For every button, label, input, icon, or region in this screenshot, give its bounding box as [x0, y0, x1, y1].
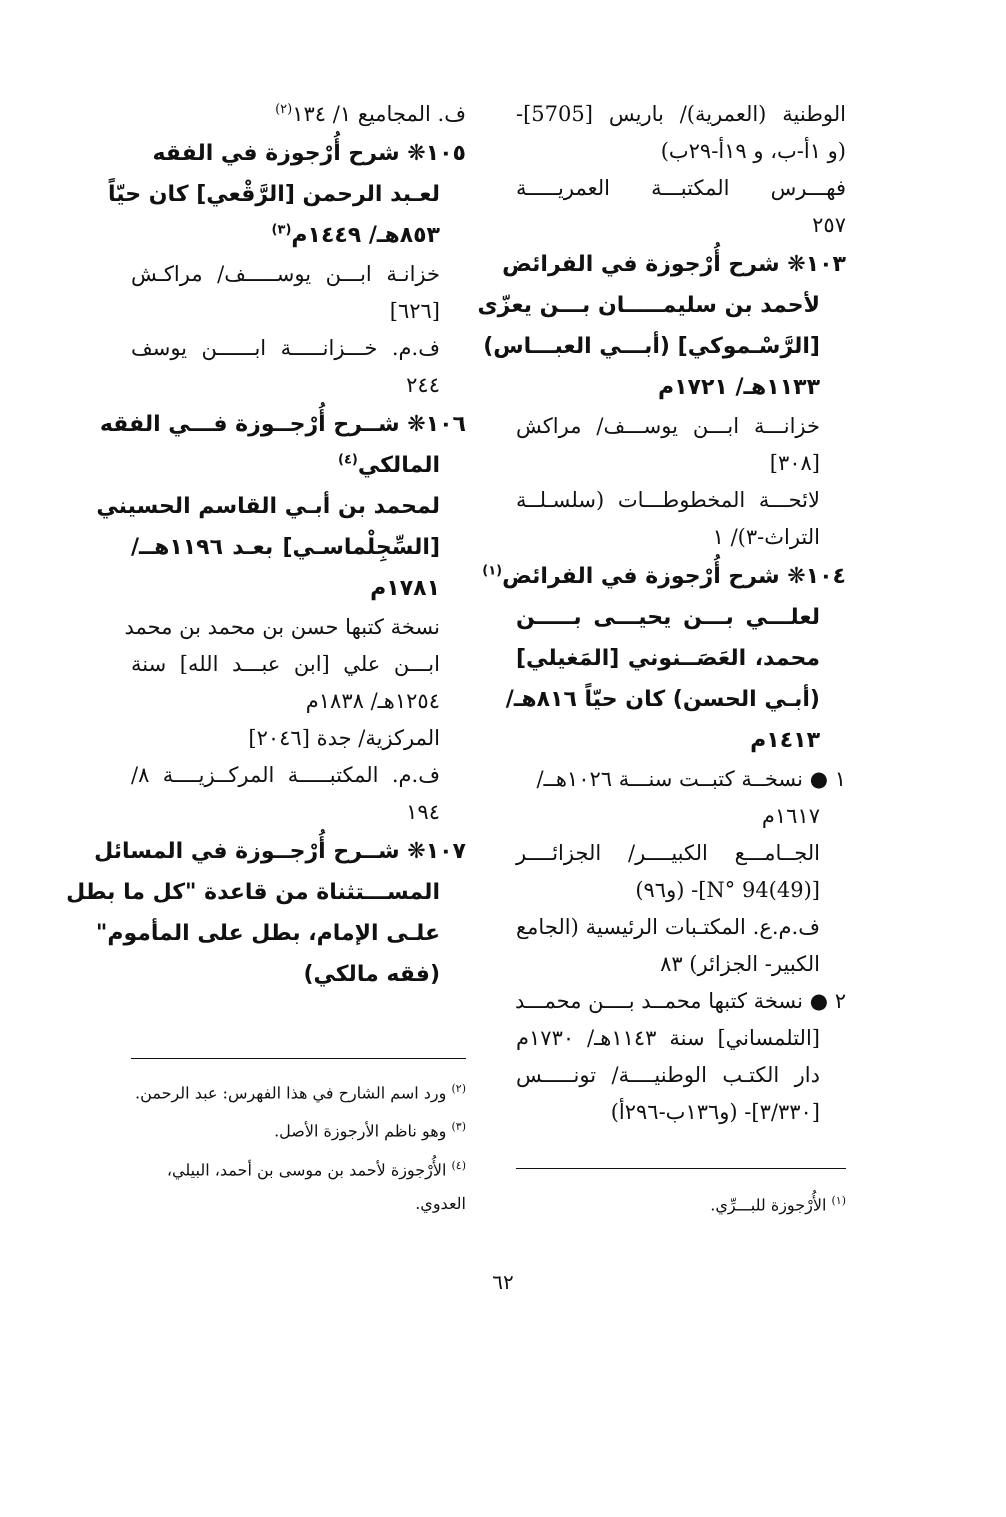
entry-heading-105 [131, 133, 466, 174]
footnote [131, 1072, 466, 1110]
footnote-text: العدوي. [415, 1193, 466, 1213]
footnote-text: وهو ناظم الأرجوزة الأصل. [274, 1121, 447, 1141]
entry-title-cont [131, 445, 466, 486]
entry-title: شرح أُرْجوزة في الفقه [152, 141, 400, 166]
text-line: الكبير- الجزائر) ٨٣ [660, 952, 820, 976]
manuscript-item-2 [516, 983, 846, 1020]
text-line: فهـــرس المكتبـــة العمريـــــة [516, 176, 846, 200]
left-column [66, 96, 466, 995]
text-line: الوطنية (العمرية)/ باريس [5705]- [516, 102, 846, 126]
footnote-divider [516, 1168, 846, 1169]
footnote-text: الأُرْجوزة للبـــرِّي. [710, 1195, 827, 1215]
text-line: [N° 94(49)]- (و٩٦) [635, 878, 820, 902]
entry-heading-107 [94, 831, 466, 872]
text-line: ١٩٤ [406, 800, 440, 824]
entry-title: شرح أُرْجوزة في الفرائض [502, 564, 780, 589]
author-line: لعـبد الرحمن [الرَّقْعي] كان حيّاً [107, 182, 440, 207]
text-line: ابـــن علي [ابن عبـــد الله] سنة [131, 652, 440, 676]
footnote [131, 1187, 466, 1221]
text-span: المالكي [357, 453, 440, 478]
text-line: لائحـــة المخطوطـــات (سلسـلــة [516, 488, 820, 512]
text-line: ٢٤٤ [406, 373, 440, 397]
item-text: نسخــة كتبــت سنـــة ١٠٢٦هــ/ [536, 767, 804, 791]
entry-number: ١٠٥ [425, 141, 466, 166]
entry-heading-104 [482, 556, 846, 597]
entry-title-cont: المســـتثناة من قاعدة "كل ما بطل [66, 880, 440, 905]
text-line: نسخة كتبها حسن بن محمد بن محمد [124, 615, 440, 639]
author-line: (أبـي الحسن) كان حيّاً ٨١٦هـ/ [505, 687, 820, 712]
author-line: ١٤١٣م [750, 728, 820, 753]
text-line: ف.م. خـــزانـــــة ابــــــن يوسف [131, 336, 440, 360]
author-line [131, 215, 466, 256]
footnote [131, 1110, 466, 1148]
bullet-icon: ● [809, 989, 829, 1013]
entry-title-cont: علـى الإمام، بطل على المأموم" [95, 921, 440, 946]
entry-title-cont: (فقه مالكي) [303, 962, 440, 987]
entry-title: شــرح أُرْجــوزة في المسائل [94, 839, 400, 864]
text-line: [٦٢٦] [389, 299, 440, 323]
item-index: ٢ [834, 989, 846, 1013]
entry-title: شــرح أُرْجــوزة فـــي الفقه [99, 412, 400, 437]
author-line: ١١٣٣هـ/ ١٧٢١م [657, 375, 820, 400]
text-line: ١٢٥٤هـ/ ١٨٣٨م [305, 689, 440, 713]
star-icon: ❋ [787, 252, 806, 277]
item-index: ١ [834, 767, 846, 791]
footnotes-right [516, 1184, 846, 1222]
author-line: لأحمد بن سليمـــــان بـــن يعزّى [477, 293, 820, 318]
star-icon: ❋ [407, 141, 426, 166]
footnote-ref: (١) [482, 563, 503, 579]
entry-number: ١٠٦ [425, 412, 466, 437]
text-line: ف.م.ع. المكتـبات الرئيسية (الجامع [516, 915, 820, 939]
star-icon: ❋ [787, 564, 806, 589]
text-line: [٣/٣٣٠]- (و١٣٦ب-٢٩٦أ) [610, 1100, 820, 1124]
footnote-mark: (٢) [451, 1082, 466, 1095]
entry-number: ١٠٧ [425, 839, 466, 864]
text-line [131, 96, 466, 133]
text-line: ٢٥٧ [812, 213, 846, 237]
entry-number: ١٠٤ [805, 564, 846, 589]
entry-title: شرح أُرْجوزة في الفرائض [502, 252, 780, 277]
text-line: خزانـــة ابـــن يوســـف/ مراكش [516, 414, 820, 438]
footnote-ref: (٣) [271, 222, 292, 238]
text-line: (و ١أ-ب، و ١٩أ-٢٩ب) [660, 139, 846, 163]
footnote-divider [131, 1058, 466, 1059]
text-line: الجــامـــع الكبيــــر/ الجزائــــر [516, 841, 820, 865]
author-line: [الرَّسْـموكي] (أبـــي العبـــاس) [483, 334, 820, 359]
author-line: لمحمد بن أبـي القاسم الحسيني [96, 494, 440, 519]
star-icon: ❋ [407, 412, 426, 437]
entry-heading-103 [502, 244, 846, 285]
item-text: نسخة كتبها محمــد بــــن محمـــد [515, 989, 804, 1013]
footnote-ref: (٤) [338, 452, 358, 468]
author-line: ١٧٨١م [370, 576, 440, 601]
footnote-text: الأُرْجوزة لأحمد بن موسى بن أحمد، البيلي، [166, 1159, 447, 1179]
manuscript-item-1 [516, 761, 846, 798]
bullet-icon: ● [809, 767, 829, 791]
text-span: ٨٥٣هـ/ ١٤٤٩م [291, 223, 440, 248]
text-line: دار الكتـب الوطنيــــة/ تونـــــس [516, 1063, 820, 1087]
footnote-mark: (١) [831, 1194, 846, 1207]
right-column [477, 96, 846, 1131]
entry-heading-106 [99, 404, 466, 445]
text-line: التراث-٣)/ ١ [712, 525, 820, 549]
footnote-ref: (٢) [275, 102, 293, 117]
footnote [516, 1184, 846, 1222]
text-line: المركزية/ جدة [٢٠٤٦] [248, 726, 440, 750]
author-line: [السِّجِلْماسـي] بعـد ١١٩٦هــ/ [131, 535, 440, 560]
footnote [131, 1149, 466, 1187]
text-line: [٣٠٨] [769, 451, 820, 475]
footnote-text: ورد اسم الشارح في هذا الفهرس: عبد الرحمن. [135, 1083, 447, 1103]
author-line: لعلـــي بـــن يحيـــى بـــــن [516, 605, 820, 630]
footnote-mark: (٣) [451, 1120, 466, 1134]
footnote-mark: (٤) [451, 1158, 466, 1172]
text-line: خزانـة ابـــن يوســـــف/ مراكـش [131, 262, 440, 286]
text-line: ١٦١٧م [761, 804, 820, 828]
author-line: محمد، العَصَــنوني [المَغيلي] [516, 646, 820, 671]
text-line: ف.م. المكتبـــــة المركــزيــــة ٨/ [131, 763, 440, 787]
star-icon: ❋ [407, 839, 426, 864]
text-line: [التلمساني] سنة ١١٤٣هـ/ ١٧٣٠م [516, 1026, 820, 1050]
footnotes-left [131, 1072, 466, 1221]
text-span: ف. المجاميع ١/ ١٣٤ [292, 102, 466, 126]
entry-number: ١٠٣ [805, 252, 846, 277]
page-number: ٦٢ [492, 1270, 514, 1294]
